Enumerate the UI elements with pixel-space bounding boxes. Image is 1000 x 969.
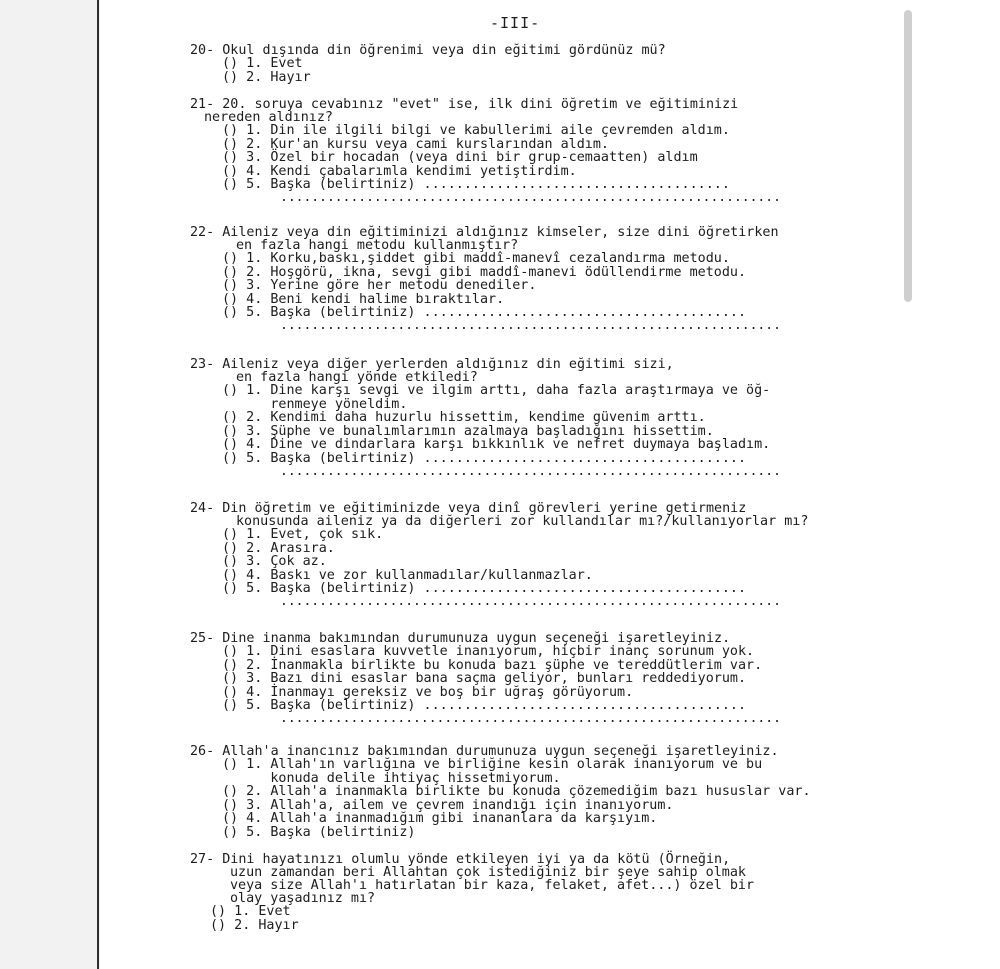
option[interactable]: () 5. Başka (belirtiniz) ...................................... — [222, 177, 730, 193]
question-number: 24- — [190, 501, 215, 516]
option[interactable]: () 2. Allah'a inanmakla birlikte bu konuda çözemediğim bazı hususlar var. — [222, 784, 811, 800]
option[interactable]: () 2. Kendimi daha huzurlu hissettim, kendime güvenim arttı. — [222, 410, 706, 426]
option[interactable]: () 3. Bazı dini esaslar bana saçma geliyor, bunları reddediyorum. — [222, 671, 747, 687]
option[interactable]: () 5. Başka (belirtiniz) ........................................ — [222, 305, 747, 321]
question-22 — [190, 226, 895, 332]
question-text: 20. soruya cevabınız "evet" ise, ilk dini öğretim ve eğitiminizi — [222, 97, 739, 112]
left-margin-strip — [0, 0, 100, 969]
question-text: en fazla hangi metodu kullanmıştır? — [236, 238, 519, 253]
option[interactable]: () 1. Evet, çok sık. — [222, 527, 384, 542]
question-20 — [190, 44, 895, 84]
question-number: 27- — [190, 852, 215, 867]
option[interactable]: () 1. Dini esaslara kuvvetle inanıyorum, hiçbir inanç sorunum yok. — [222, 644, 755, 659]
scrollbar-thumb[interactable] — [904, 10, 912, 302]
option[interactable]: () 1. Evet — [222, 56, 303, 71]
option[interactable]: () 3. Şüphe ve bunalımlarımın azalmaya başladığını hissettim. — [222, 423, 714, 439]
question-text: olay yaşadınız mı? — [230, 891, 376, 906]
question-text: Dine inanma bakımından durumunuza uygun seçeneği işaretleyiniz. — [222, 631, 731, 646]
option-continued: konuda delile ihtiyaç hissetmiyorum. — [222, 770, 561, 786]
question-text: uzun zamandan beri Allahtan çok istediğiniz bir şeye sahip olmak — [230, 865, 746, 880]
option[interactable]: () 4. Allah'a inanmadığım gibi inananlara da karşıyım. — [222, 811, 658, 827]
option[interactable]: () 3. Yerine göre her metodu denediler. — [222, 278, 537, 294]
question-24 — [190, 502, 895, 608]
option[interactable]: () 1. Korku,baskı,şiddet gibi maddî-manevî cezalandırma metodu. — [222, 251, 730, 266]
option[interactable]: () 3. Çok az. — [222, 554, 327, 570]
option[interactable]: () 5. Başka (belirtiniz) ........................................ — [222, 698, 747, 714]
question-text: veya size Allah'ı hatırlatan bir kaza, felaket, afet...) özel bir — [230, 878, 755, 893]
option[interactable]: () 2. Hayır — [210, 917, 299, 933]
question-25 — [190, 632, 895, 725]
option[interactable]: () 2. Hayır — [222, 69, 311, 85]
question-26 — [190, 745, 895, 840]
answer-line[interactable]: ................................................................ — [280, 319, 781, 332]
option[interactable]: () 5. Başka (belirtiniz) — [222, 824, 416, 840]
question-number: 20- — [190, 43, 215, 58]
option[interactable]: () 4. Kendi çabalarımla kendimi yetiştirdim. — [222, 163, 577, 179]
option[interactable]: () 4. Dine ve dindarlara karşı bıkkınlık ve nefret duymaya başladım. — [222, 437, 771, 453]
question-number: 23- — [190, 357, 215, 372]
question-text: Din öğretim ve eğitiminizde veya dinî görevleri yerine getirmeniz — [222, 501, 747, 516]
question-number: 25- — [190, 631, 215, 646]
answer-line[interactable]: ................................................................ — [280, 465, 781, 478]
question-21 — [190, 98, 895, 204]
option[interactable]: () 2. Kur'an kursu veya cami kurslarından aldım. — [222, 136, 609, 152]
question-text: Dini hayatınızı olumlu yönde etkileyen iyi ya da kötü (Örneğin, — [222, 852, 731, 867]
answer-line[interactable]: ................................................................ — [280, 191, 781, 204]
option[interactable]: () 5. Başka (belirtiniz) ........................................ — [222, 581, 747, 597]
answer-line[interactable]: ................................................................ — [280, 595, 781, 608]
page-number: -III- — [490, 14, 541, 32]
option[interactable]: () 3. Allah'a, ailem ve çevrem inandığı için inanıyorum. — [222, 797, 674, 813]
left-margin-line — [97, 0, 99, 969]
question-text: Allah'a inancınız bakımından durumunuza uygun seçeneği işaretleyiniz. — [222, 744, 779, 759]
answer-line[interactable]: ................................................................ — [280, 712, 781, 725]
option[interactable]: () 3. Özel bir hocadan (veya dini bir grup-cemaatten) aldım — [222, 150, 698, 166]
question-number: 26- — [190, 744, 215, 759]
option[interactable]: () 1. Evet — [210, 904, 291, 919]
option[interactable]: () 2. Arasıra. — [222, 540, 335, 556]
option[interactable]: () 1. Din ile ilgili bilgi ve kabullerimi aile çevremden aldım. — [222, 123, 730, 138]
question-23 — [190, 358, 895, 478]
question-number: 21- — [190, 97, 215, 112]
option[interactable]: () 1. Dine karşı sevgi ve ilgim arttı, daha fazla araştırmaya ve öğ- — [222, 383, 771, 398]
option[interactable]: () 4. İnanmayı gereksiz ve boş bir uğraş görüyorum. — [222, 684, 634, 700]
question-27 — [190, 853, 895, 932]
option[interactable]: () 1. Allah'ın varlığına ve birliğine kesin olarak inanıyorum ve bu — [222, 757, 763, 772]
option-continued: renmeye yöneldim. — [222, 396, 408, 412]
option[interactable]: () 4. Beni kendi halime bıraktılar. — [222, 291, 505, 307]
question-text: en fazla hangi yönde etkiledi? — [236, 370, 478, 385]
question-text: konusunda aileniz ya da diğerleri zor kullandılar mı?/kullanıyorlar mı? — [236, 514, 809, 529]
question-number: 22- — [190, 225, 215, 240]
option[interactable]: () 4. Baskı ve zor kullanmadılar/kullanmazlar. — [222, 567, 593, 583]
option[interactable]: () 2. Hoşgörü, ikna, sevgi gibi maddî-manevi ödüllendirme metodu. — [222, 264, 747, 280]
question-text: Aileniz veya diğer yerlerden aldığınız din eğitimi sizi, — [222, 357, 674, 372]
option[interactable]: () 5. Başka (belirtiniz) ........................................ — [222, 450, 747, 466]
question-text: Aileniz veya din eğitiminizi aldığınız kimseler, size dini öğretirken — [222, 225, 779, 240]
question-text: nereden aldınız? — [204, 110, 333, 125]
option[interactable]: () 2. İnanmakla birlikte bu konuda bazı şüphe ve tereddütlerim var. — [222, 657, 763, 673]
question-text: Okul dışında din öğrenimi veya din eğitimi gördünüz mü? — [222, 43, 666, 58]
